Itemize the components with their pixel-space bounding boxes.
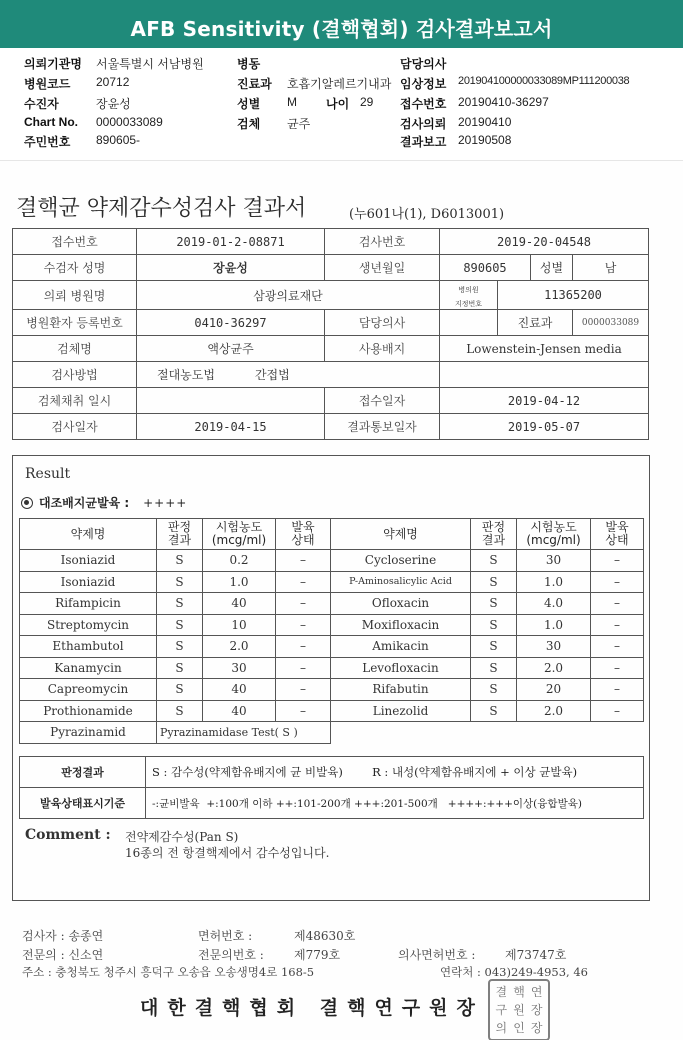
drug-result: S <box>157 593 203 615</box>
drug-name: Kanamycin <box>20 657 157 679</box>
address: 주소 : 충청북도 청주시 흥덕구 오송읍 오송생명4로 168-5 <box>22 965 315 979</box>
medium-value: Lowenstein-Jensen media <box>440 336 649 362</box>
control-value: ++++ <box>143 496 188 510</box>
col-judgment-header-2: 결과 <box>167 533 192 547</box>
drug-row <box>20 636 644 658</box>
drug-row <box>20 550 644 572</box>
ward-label: 병동 <box>237 57 261 71</box>
criteria-row <box>20 757 644 788</box>
drug-conc: 2.0 <box>517 700 591 722</box>
col-conc-header-2: (mcg/ml) <box>211 533 267 547</box>
age-label: 나이 <box>326 97 350 111</box>
drug-growth: – <box>276 679 331 701</box>
drug-growth: – <box>591 679 644 701</box>
col-growth-header-right <box>591 519 644 550</box>
name-value: 장윤성 <box>137 255 325 281</box>
drug-row <box>20 614 644 636</box>
doctor-label: 담당의사 <box>400 57 447 71</box>
drug-name: Moxifloxacin <box>331 614 471 636</box>
growth-criteria-label: 발육상태표시기준 <box>20 788 146 819</box>
form-row <box>13 414 649 440</box>
institution-value: 서울특별시 서남병원 <box>96 57 204 71</box>
medium-label: 사용배지 <box>325 336 440 362</box>
col-judgment-header-right <box>471 519 517 550</box>
drug-row <box>20 679 644 701</box>
scanned-document <box>0 160 683 1040</box>
collect-value <box>137 388 325 414</box>
drug-result: S <box>471 700 517 722</box>
col-conc-header-right <box>517 519 591 550</box>
drug-name: Streptomycin <box>20 614 157 636</box>
drug-conc: 20 <box>517 679 591 701</box>
drug-name: Capreomycin <box>20 679 157 701</box>
drug-result: S <box>157 550 203 572</box>
seal-char: 핵 <box>513 985 525 999</box>
receipt-value: 20190410-36297 <box>458 95 549 109</box>
receive-label: 접수일자 <box>325 388 440 414</box>
seal-char: 의 <box>495 1021 508 1035</box>
pyrazinamide-row <box>20 722 644 744</box>
col-drug-header: 약제명 <box>20 519 157 550</box>
drug-name: Linezolid <box>331 700 471 722</box>
chart-value: 0000033089 <box>96 115 163 129</box>
sex-value: 남 <box>573 255 649 281</box>
comment-line-2: 16종의 전 항결핵제에서 감수성입니다. <box>125 846 330 860</box>
drug-conc: 4.0 <box>517 593 591 615</box>
col-growth-header-2: 상태 <box>291 533 315 547</box>
id-value: 890605- <box>96 133 141 147</box>
result-section <box>12 455 650 901</box>
drug-name: Ofloxacin <box>331 593 471 615</box>
criteria-row <box>20 788 644 819</box>
drug-susceptibility-table <box>19 518 644 744</box>
drug-name: Rifabutin <box>331 679 471 701</box>
designated-value: 11365200 <box>498 281 649 310</box>
seal-char: 구 <box>495 1003 508 1017</box>
designated-label-1: 병의원 <box>458 286 479 294</box>
document-title: 결핵균 약제감수성검사 결과서 <box>16 196 307 221</box>
method-value-2: 간접법 <box>254 368 290 382</box>
report-date-value: 20190508 <box>458 133 512 147</box>
report-title: AFB Sensitivity (결핵협회) 검사결과보고서 <box>130 17 553 41</box>
test-date-label: 검사일자 <box>13 414 137 440</box>
hospital-value: 삼광의료재단 <box>137 281 440 310</box>
physician-license-label: 의사면허번호 : <box>398 948 476 962</box>
drug-name: P-Aminosalicylic Acid <box>331 571 471 593</box>
drug-conc: 40 <box>203 593 276 615</box>
license-label: 면허번호 : <box>198 929 253 943</box>
specialist: 전문의 : 신소연 <box>22 948 104 962</box>
specialist-no-label: 전문의번호 : <box>198 948 264 962</box>
specimen-value: 균주 <box>287 117 311 131</box>
drug-growth: – <box>591 571 644 593</box>
chart-label: Chart No. <box>24 115 78 129</box>
col-judgment-header <box>157 519 203 550</box>
drug-row <box>20 700 644 722</box>
drug-conc: 2.0 <box>517 657 591 679</box>
col-conc-header <box>203 519 276 550</box>
drug-conc: 40 <box>203 679 276 701</box>
form-row <box>13 281 649 310</box>
drug-result: S <box>157 679 203 701</box>
col-growth-header-2: 상태 <box>605 533 629 547</box>
patient-value: 장윤성 <box>96 97 131 111</box>
form-row <box>13 388 649 414</box>
drug-growth: – <box>276 657 331 679</box>
name-label: 수검자 성명 <box>13 255 137 281</box>
drug-name: Pyrazinamid <box>20 722 157 744</box>
criteria-value: S : 감수성(약제함유배지에 균 비발육) R : 내성(약제함유배지에 + 이상 균발육) <box>146 757 644 788</box>
drug-conc: 1.0 <box>203 571 276 593</box>
col-conc-header-2: (mcg/ml) <box>526 533 581 547</box>
specimen-label: 검체명 <box>13 336 137 362</box>
report-header <box>0 0 683 48</box>
drug-conc: 10 <box>203 614 276 636</box>
seal-char: 결 <box>495 985 508 999</box>
birth-value: 890605 <box>440 255 531 281</box>
clinical-info-value: 20190410000003308​9MP111200038 <box>458 75 630 87</box>
drug-name: Isoniazid <box>20 571 157 593</box>
test-date-value: 2019-04-15 <box>137 414 325 440</box>
drug-conc: 0.2 <box>203 550 276 572</box>
drug-result: S <box>471 636 517 658</box>
receipt-no-value: 2019-01-2-08871 <box>137 229 325 255</box>
drug-result: S <box>157 700 203 722</box>
drug-growth: – <box>591 700 644 722</box>
criteria-label: 판정결과 <box>20 757 146 788</box>
method-value <box>137 362 440 388</box>
drug-growth: – <box>276 614 331 636</box>
specimen-label: 검체 <box>237 117 261 131</box>
sex-value: M <box>287 95 297 109</box>
drug-conc: 1.0 <box>517 571 591 593</box>
organization-name: 대한결핵협회 결핵연구원장 <box>140 997 484 1019</box>
seal-char: 연 <box>530 985 543 999</box>
institution-label: 의뢰기관명 <box>24 57 82 71</box>
drug-name: Amikacin <box>331 636 471 658</box>
method-label: 검사방법 <box>13 362 137 388</box>
drug-result: S <box>157 657 203 679</box>
test-no-value: 2019-20-04548 <box>440 229 649 255</box>
report-date-label: 결과보고 <box>400 135 447 149</box>
drug-name: Rifampicin <box>20 593 157 615</box>
drug-name: Ethambutol <box>20 636 157 658</box>
drug-result: S <box>471 550 517 572</box>
col-conc-header-1: 시험농도 <box>530 520 577 534</box>
drug-growth: – <box>591 550 644 572</box>
drug-table-header <box>20 519 644 550</box>
age-value: 29 <box>360 95 374 109</box>
seal-char: 인 <box>513 1021 525 1035</box>
request-date-value: 20190410 <box>458 115 512 129</box>
col-growth-header-1: 발육 <box>291 520 315 534</box>
hospital-code-value: 20712 <box>96 75 130 89</box>
examiner: 검사자 : 송종연 <box>22 929 104 943</box>
pyrazinamidase-test: Pyrazinamidase Test( S ) <box>157 722 331 744</box>
drug-row <box>20 593 644 615</box>
drug-growth: – <box>276 550 331 572</box>
drug-growth: – <box>276 636 331 658</box>
seal-char: 원 <box>513 1003 525 1017</box>
drug-conc: 40 <box>203 700 276 722</box>
col-conc-header-1: 시험농도 <box>215 520 263 534</box>
drug-name: Isoniazid <box>20 550 157 572</box>
info-row <box>0 75 683 92</box>
sex-label: 성별 <box>237 97 261 111</box>
drug-name: Prothionamide <box>20 700 157 722</box>
blank-cell <box>331 722 644 744</box>
specialist-no-value: 제779호 <box>294 948 341 962</box>
bullseye-icon <box>21 497 33 509</box>
control-medium-growth <box>21 494 187 511</box>
drug-name: Cycloserine <box>331 550 471 572</box>
col-judgment-header-2: 결과 <box>481 533 506 547</box>
notify-label: 결과통보일자 <box>325 414 440 440</box>
drug-conc: 2.0 <box>203 636 276 658</box>
dept-label: 진료과 <box>498 310 573 336</box>
id-label: 주민번호 <box>24 135 71 149</box>
drug-result: S <box>471 571 517 593</box>
form-row <box>13 362 649 388</box>
info-row <box>0 115 683 132</box>
comment-line-1: 전약제감수성(Pan S) <box>125 830 239 844</box>
doctor-label: 담당의사 <box>325 310 440 336</box>
col-growth-header <box>276 519 331 550</box>
request-date-label: 검사의뢰 <box>400 117 447 131</box>
doctor-value <box>440 310 498 336</box>
form-row <box>13 310 649 336</box>
test-no-label: 검사번호 <box>325 229 440 255</box>
seal-char: 장 <box>530 1003 543 1017</box>
drug-growth: – <box>591 636 644 658</box>
drug-growth: – <box>591 593 644 615</box>
form-row <box>13 229 649 255</box>
col-growth-header-1: 발육 <box>605 520 629 534</box>
drug-conc: 1.0 <box>517 614 591 636</box>
blank-cell <box>440 362 649 388</box>
document-subtitle: (누601나(1), D6013001) <box>349 207 505 222</box>
growth-criteria-value: -:균비발육 +:100개 이하 ++:101-200개 +++:201-500개 ++++:+++이상(융합발육) <box>146 788 644 819</box>
info-row <box>0 55 683 72</box>
patient-reg-label: 병원환자 등록번호 <box>13 310 137 336</box>
col-judgment-header-1: 판정 <box>481 520 506 534</box>
drug-result: S <box>157 571 203 593</box>
official-seal <box>488 979 550 1040</box>
control-label: 대조배지균발육 : <box>39 496 130 510</box>
drug-result: S <box>471 614 517 636</box>
col-drug-header-right: 약제명 <box>331 519 471 550</box>
drug-row <box>20 657 644 679</box>
drug-result: S <box>471 593 517 615</box>
sex-label: 성별 <box>531 255 573 281</box>
designated-label <box>440 281 498 310</box>
birth-label: 생년월일 <box>325 255 440 281</box>
drug-result: S <box>157 636 203 658</box>
drug-row <box>20 571 644 593</box>
drug-name: Levofloxacin <box>331 657 471 679</box>
specimen-value: 액상균주 <box>137 336 325 362</box>
col-judgment-header-1: 판정 <box>167 520 192 534</box>
hospital-code-label: 병원코드 <box>24 77 71 91</box>
method-value-1: 절대농도법 <box>157 368 215 382</box>
criteria-table <box>19 756 644 819</box>
dept-value: 0000033089 <box>573 310 649 336</box>
physician-license-value: 제73747호 <box>505 948 567 962</box>
collect-label: 검체채취 일시 <box>13 388 137 414</box>
designated-label-2: 지정번호 <box>454 300 483 308</box>
license-value: 제48630호 <box>294 929 356 943</box>
notify-value: 2019-05-07 <box>440 414 649 440</box>
drug-conc: 30 <box>517 636 591 658</box>
patient-label: 수진자 <box>24 97 59 111</box>
seal-char: 장 <box>530 1021 543 1035</box>
patient-reg-value: 0410-36297 <box>137 310 325 336</box>
hospital-label: 의뢰 병원명 <box>13 281 137 310</box>
drug-conc: 30 <box>203 657 276 679</box>
receive-value: 2019-04-12 <box>440 388 649 414</box>
patient-info-grid <box>0 52 683 156</box>
drug-growth: – <box>276 571 331 593</box>
clinical-info-label: 임상정보 <box>400 77 447 91</box>
drug-growth: – <box>591 614 644 636</box>
form-row <box>13 255 649 281</box>
receipt-label: 접수번호 <box>400 97 447 111</box>
drug-result: S <box>471 657 517 679</box>
contact: 연락처 : 043)249-4953, 46 <box>440 965 588 979</box>
receipt-no-label: 접수번호 <box>13 229 137 255</box>
comment-label: Comment : <box>25 827 111 843</box>
info-row <box>0 133 683 150</box>
result-label: Result <box>25 466 71 482</box>
drug-growth: – <box>276 593 331 615</box>
drug-conc: 30 <box>517 550 591 572</box>
form-row <box>13 336 649 362</box>
drug-result: S <box>157 614 203 636</box>
dept-label: 진료과 <box>237 77 272 91</box>
drug-result: S <box>471 679 517 701</box>
dept-value: 호흡기알레르기내과 <box>287 77 392 91</box>
specimen-form-table <box>12 228 649 440</box>
info-row <box>0 95 683 112</box>
drug-growth: – <box>276 700 331 722</box>
drug-growth: – <box>591 657 644 679</box>
